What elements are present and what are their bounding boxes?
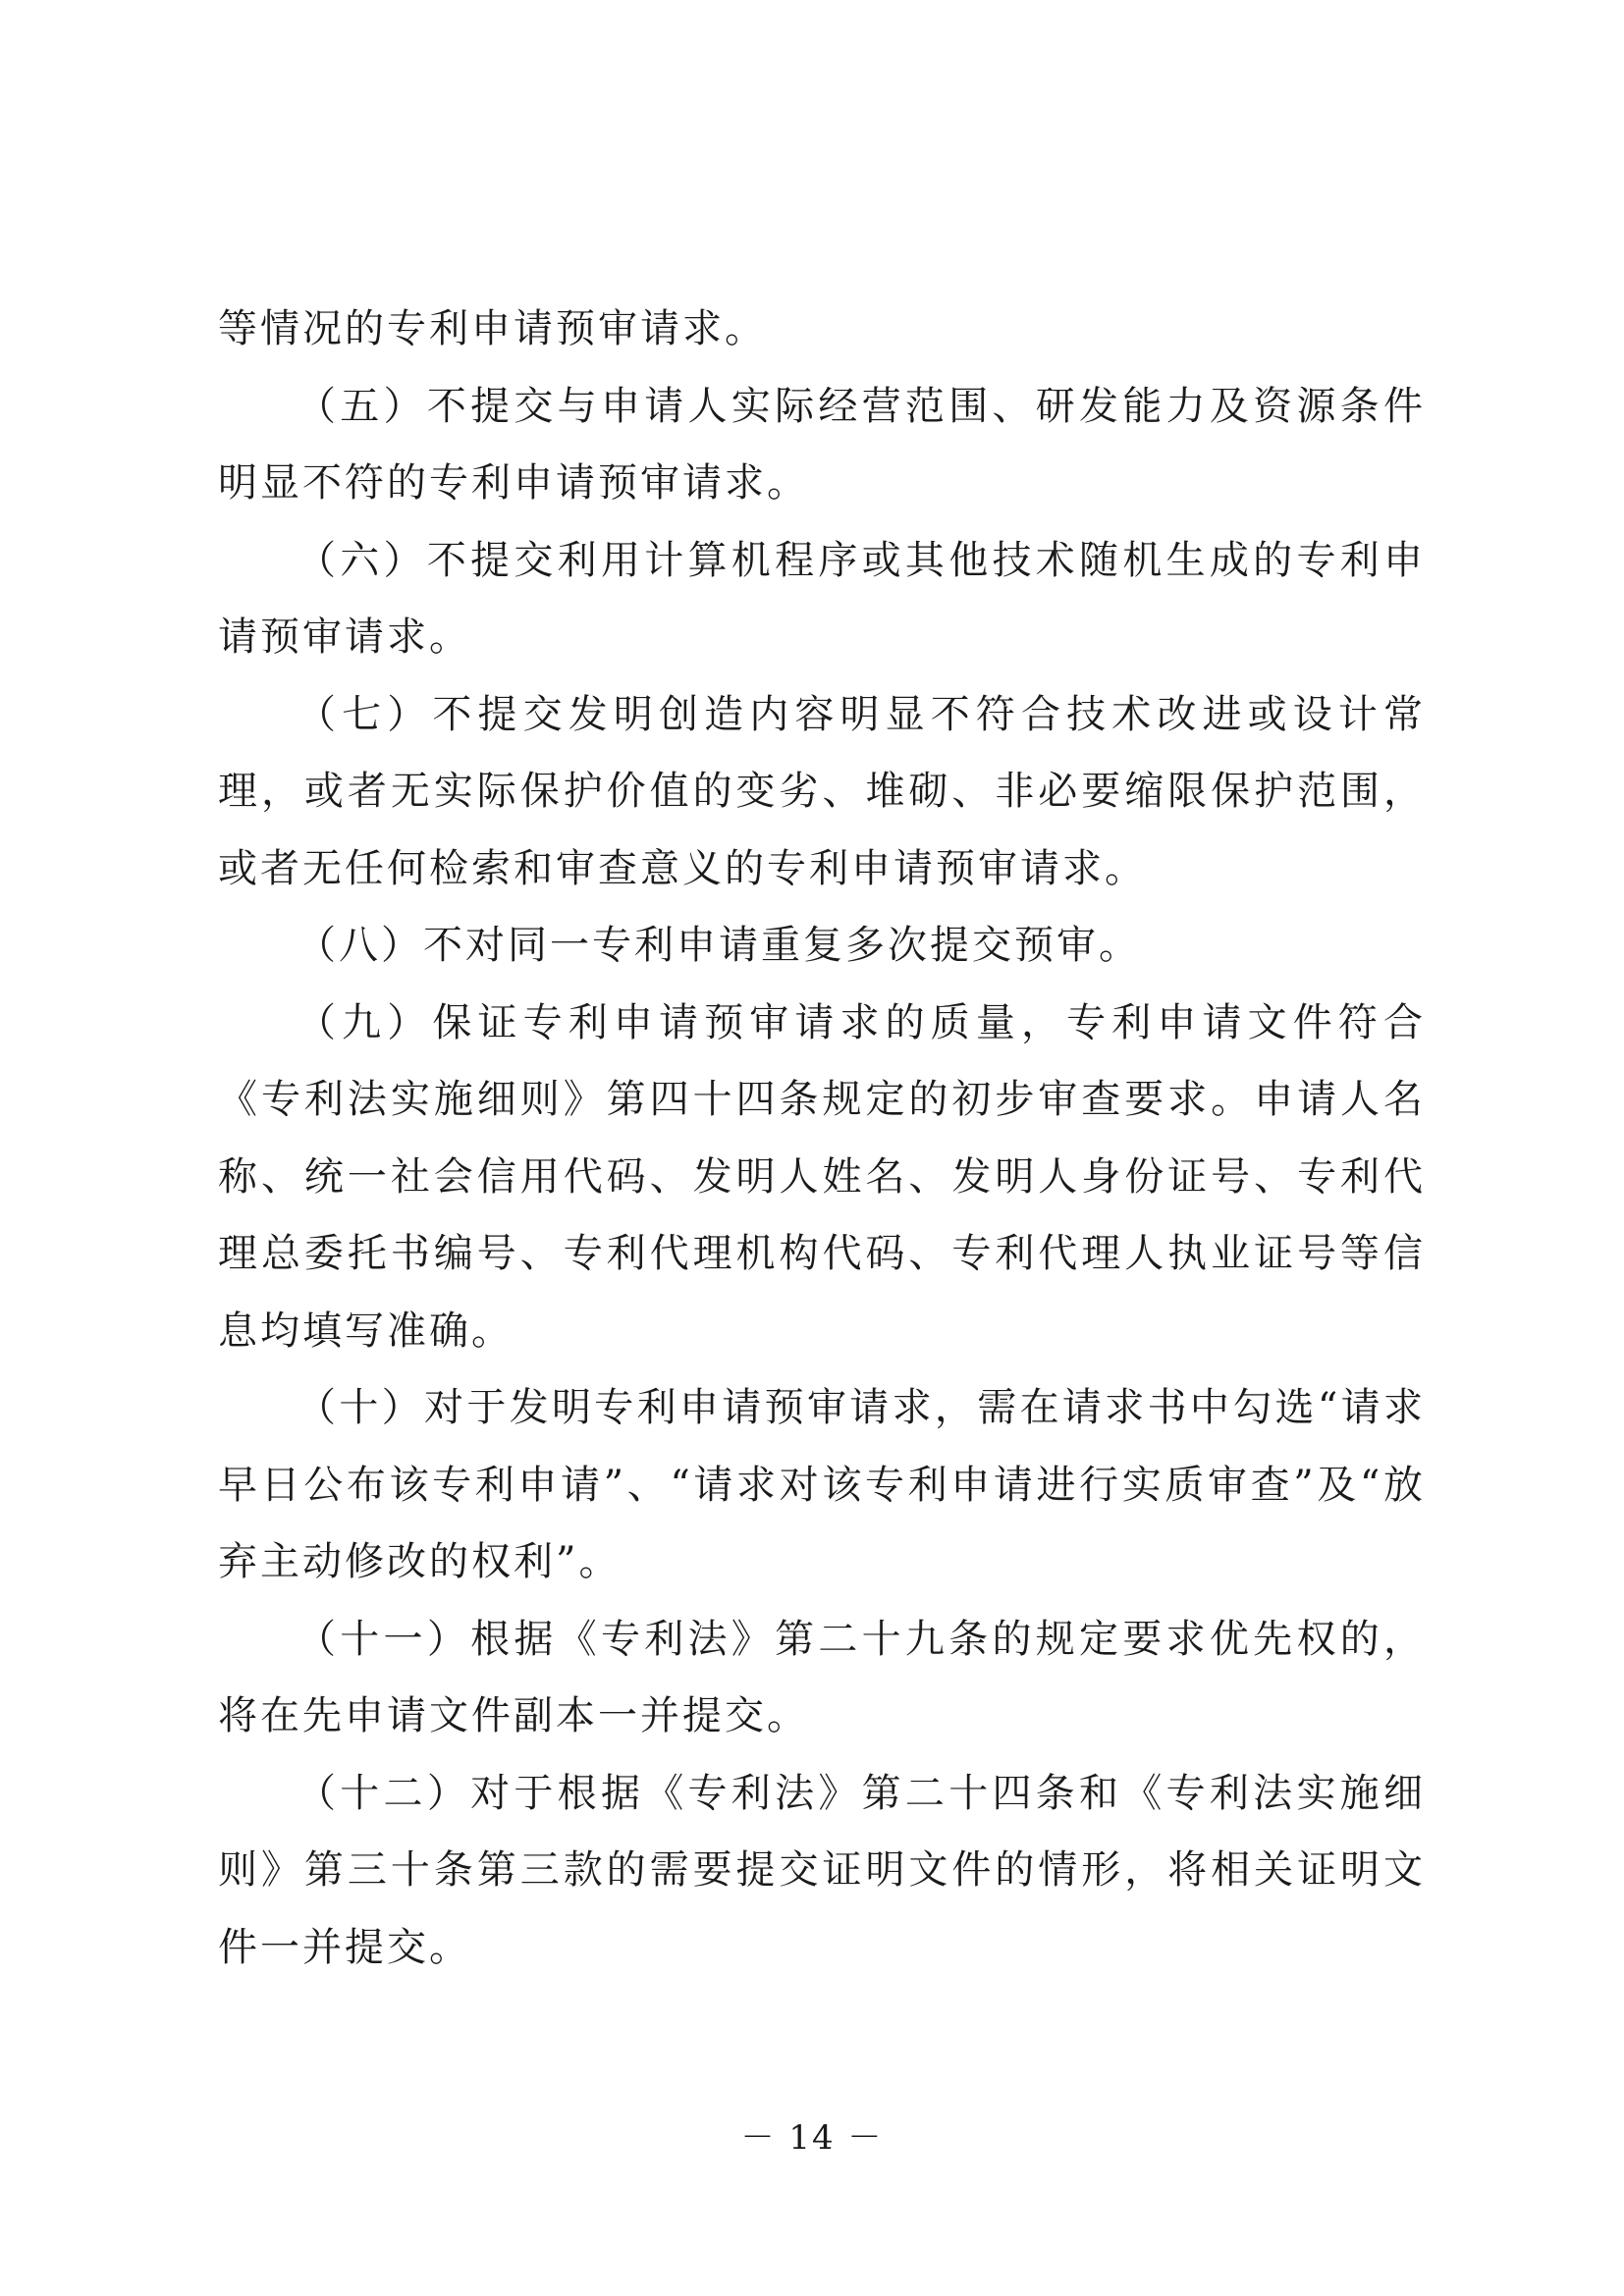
paragraph-item-6: （六）不提交利用计算机程序或其他技术随机生成的专利申请预审请求。 <box>218 537 1426 660</box>
paragraph-item-9: （九）保证专利申请预审请求的质量，专利申请文件符合《专利法实施细则》第四十四条规定的初步审查要求。申请人名称、统一社会信用代码、发明人姓名、发明人身份证号、专利代理总委托书编号、专利代理机构代码、专利代理人执业证号等信息均填写准确。 <box>218 999 1426 1354</box>
paragraph-continuation: 等情况的专利申请预审请求。 <box>218 306 767 351</box>
paragraph-item-8: （八）不对同一专利申请重复多次提交预审。 <box>297 923 1141 968</box>
paragraph-item-10: （十）对于发明专利申请预审请求，需在请求书中勾选“请求早日公布该专利申请”、“请求对该专利申请进行实质审查”及“放弃主动修改的权利”。 <box>218 1385 1426 1584</box>
paragraph-item-12: （十二）对于根据《专利法》第二十四条和《专利法实施细则》第三十条第三款的需要提交证明文件的情形，将相关证明文件一并提交。 <box>218 1770 1426 1970</box>
paragraph-item-5: （五）不提交与申请人实际经营范围、研发能力及资源条件明显不符的专利申请预审请求。 <box>218 383 1426 506</box>
paragraph-item-7: （七）不提交发明创造内容明显不符合技术改进或设计常理，或者无实际保护价值的变劣、堆砌、非必要缩限保护范围，或者无任何检索和审查意义的专利申请预审请求。 <box>218 691 1426 891</box>
page-number: － 14 － <box>740 2118 884 2158</box>
paragraph-item-11: （十一）根据《专利法》第二十九条的规定要求优先权的，将在先申请文件副本一并提交。 <box>218 1616 1426 1738</box>
document-body <box>218 291 1426 1986</box>
